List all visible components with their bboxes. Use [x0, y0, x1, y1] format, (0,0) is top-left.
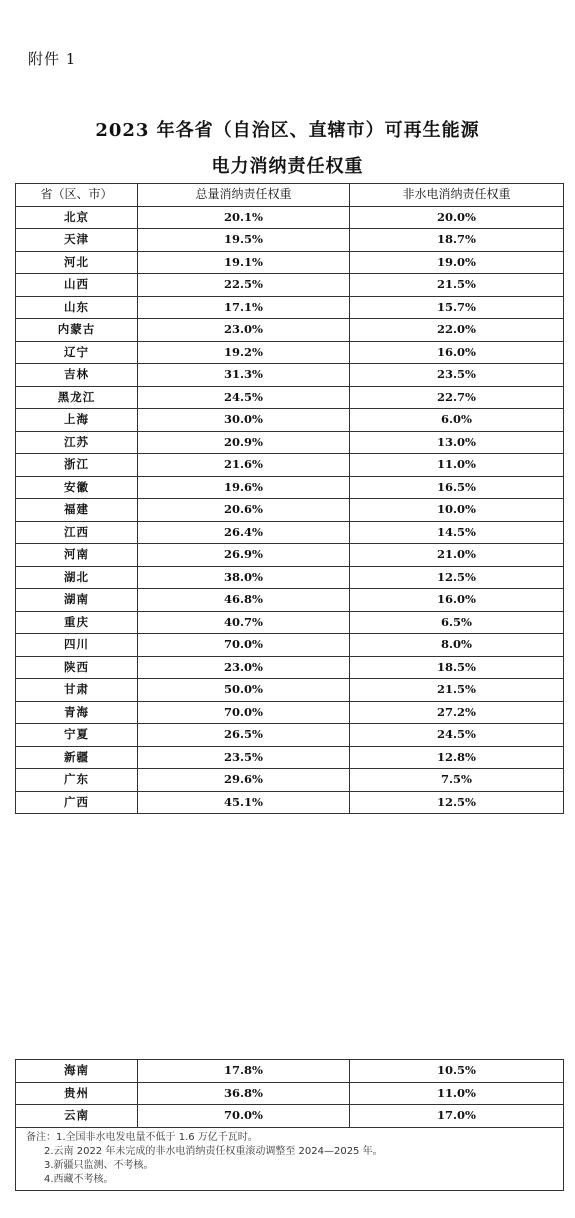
province-cell: 新疆 — [16, 746, 138, 769]
province-cell: 内蒙古 — [16, 319, 138, 342]
province-cell: 河南 — [16, 544, 138, 567]
note-line: 4.西藏不考核。 — [44, 1173, 114, 1185]
table-row — [16, 296, 564, 319]
province-cell: 天津 — [16, 229, 138, 252]
province-cell: 重庆 — [16, 611, 138, 634]
total-weight-cell: 19.5% — [138, 229, 350, 252]
notes-row — [16, 1127, 564, 1190]
non-hydro-weight-cell: 21.5% — [350, 679, 564, 702]
table-row — [16, 769, 564, 792]
non-hydro-weight-cell: 6.5% — [350, 611, 564, 634]
total-weight-cell: 36.8% — [138, 1082, 350, 1105]
non-hydro-weight-cell: 20.0% — [350, 206, 564, 229]
table-row — [16, 544, 564, 567]
province-cell: 吉林 — [16, 364, 138, 387]
header-province: 省（区、市） — [16, 184, 138, 207]
total-weight-cell: 22.5% — [138, 274, 350, 297]
total-weight-cell: 29.6% — [138, 769, 350, 792]
table-row — [16, 206, 564, 229]
table-row — [16, 454, 564, 477]
non-hydro-weight-cell: 24.5% — [350, 724, 564, 747]
non-hydro-weight-cell: 12.5% — [350, 566, 564, 589]
document-title-line-2: 电力消纳责任权重 — [211, 156, 364, 177]
table-row — [16, 476, 564, 499]
weights-table-bottom — [15, 1059, 564, 1191]
attachment-label: 附件 1 — [28, 50, 77, 68]
total-weight-cell: 19.2% — [138, 341, 350, 364]
header-total-weight: 总量消纳责任权重 — [138, 184, 350, 207]
non-hydro-weight-cell: 22.7% — [350, 386, 564, 409]
total-weight-cell: 26.4% — [138, 521, 350, 544]
province-cell: 贵州 — [16, 1082, 138, 1105]
note-line: 2.云南 2022 年未完成的非水电消纳责任权重滚动调整至 2024—2025 年。 — [44, 1145, 383, 1157]
total-weight-cell: 23.0% — [138, 319, 350, 342]
non-hydro-weight-cell: 12.5% — [350, 791, 564, 814]
non-hydro-weight-cell: 27.2% — [350, 701, 564, 724]
total-weight-cell: 38.0% — [138, 566, 350, 589]
note-line: 3.新疆只监测、不考核。 — [44, 1159, 154, 1171]
province-cell: 山东 — [16, 296, 138, 319]
table-row — [16, 724, 564, 747]
province-cell: 上海 — [16, 409, 138, 432]
non-hydro-weight-cell: 12.8% — [350, 746, 564, 769]
province-cell: 江苏 — [16, 431, 138, 454]
non-hydro-weight-cell: 14.5% — [350, 521, 564, 544]
total-weight-cell: 20.9% — [138, 431, 350, 454]
non-hydro-weight-cell: 16.0% — [350, 341, 564, 364]
province-cell: 黑龙江 — [16, 386, 138, 409]
province-cell: 辽宁 — [16, 341, 138, 364]
table-row — [16, 679, 564, 702]
header-non-hydro-weight: 非水电消纳责任权重 — [350, 184, 564, 207]
non-hydro-weight-cell: 8.0% — [350, 634, 564, 657]
total-weight-cell: 23.5% — [138, 746, 350, 769]
total-weight-cell: 30.0% — [138, 409, 350, 432]
province-cell: 北京 — [16, 206, 138, 229]
table-row — [16, 566, 564, 589]
province-cell: 安徽 — [16, 476, 138, 499]
table-header-row — [16, 184, 564, 207]
total-weight-cell: 31.3% — [138, 364, 350, 387]
table-row — [16, 274, 564, 297]
total-weight-cell: 50.0% — [138, 679, 350, 702]
table-row — [16, 791, 564, 814]
province-cell: 浙江 — [16, 454, 138, 477]
document-title-line-1: 2023 年各省（自治区、直辖市）可再生能源 — [95, 120, 480, 141]
non-hydro-weight-cell: 11.0% — [350, 454, 564, 477]
province-cell: 江西 — [16, 521, 138, 544]
weights-table-top — [15, 183, 564, 814]
non-hydro-weight-cell: 11.0% — [350, 1082, 564, 1105]
province-cell: 宁夏 — [16, 724, 138, 747]
total-weight-cell: 45.1% — [138, 791, 350, 814]
non-hydro-weight-cell: 16.0% — [350, 589, 564, 612]
total-weight-cell: 24.5% — [138, 386, 350, 409]
non-hydro-weight-cell: 16.5% — [350, 476, 564, 499]
total-weight-cell: 17.8% — [138, 1060, 350, 1083]
total-weight-cell: 70.0% — [138, 634, 350, 657]
province-cell: 青海 — [16, 701, 138, 724]
table-row — [16, 634, 564, 657]
table-row — [16, 341, 564, 364]
table-row — [16, 746, 564, 769]
table-row — [16, 701, 564, 724]
province-cell: 湖北 — [16, 566, 138, 589]
province-cell: 四川 — [16, 634, 138, 657]
province-cell: 广东 — [16, 769, 138, 792]
non-hydro-weight-cell: 18.7% — [350, 229, 564, 252]
table-row — [16, 589, 564, 612]
non-hydro-weight-cell: 22.0% — [350, 319, 564, 342]
total-weight-cell: 19.6% — [138, 476, 350, 499]
non-hydro-weight-cell: 10.5% — [350, 1060, 564, 1083]
non-hydro-weight-cell: 18.5% — [350, 656, 564, 679]
province-cell: 云南 — [16, 1105, 138, 1128]
table-row — [16, 229, 564, 252]
table-row — [16, 611, 564, 634]
table-row — [16, 1105, 564, 1128]
non-hydro-weight-cell: 6.0% — [350, 409, 564, 432]
table-row — [16, 499, 564, 522]
total-weight-cell: 26.5% — [138, 724, 350, 747]
non-hydro-weight-cell: 21.5% — [350, 274, 564, 297]
note-line: 备注：1.全国非水电发电量不低于 1.6 万亿千瓦时。 — [26, 1131, 258, 1143]
province-cell: 陕西 — [16, 656, 138, 679]
total-weight-cell: 19.1% — [138, 251, 350, 274]
province-cell: 福建 — [16, 499, 138, 522]
non-hydro-weight-cell: 21.0% — [350, 544, 564, 567]
total-weight-cell: 23.0% — [138, 656, 350, 679]
non-hydro-weight-cell: 13.0% — [350, 431, 564, 454]
total-weight-cell: 17.1% — [138, 296, 350, 319]
total-weight-cell: 20.6% — [138, 499, 350, 522]
table-row — [16, 251, 564, 274]
total-weight-cell: 21.6% — [138, 454, 350, 477]
table-row — [16, 521, 564, 544]
notes-cell — [16, 1127, 564, 1190]
province-cell: 河北 — [16, 251, 138, 274]
total-weight-cell: 46.8% — [138, 589, 350, 612]
province-cell: 湖南 — [16, 589, 138, 612]
table-row — [16, 1060, 564, 1083]
total-weight-cell: 26.9% — [138, 544, 350, 567]
province-cell: 广西 — [16, 791, 138, 814]
total-weight-cell: 70.0% — [138, 701, 350, 724]
table-row — [16, 364, 564, 387]
total-weight-cell: 40.7% — [138, 611, 350, 634]
non-hydro-weight-cell: 17.0% — [350, 1105, 564, 1128]
non-hydro-weight-cell: 7.5% — [350, 769, 564, 792]
province-cell: 山西 — [16, 274, 138, 297]
province-cell: 甘肃 — [16, 679, 138, 702]
table-row — [16, 656, 564, 679]
non-hydro-weight-cell: 10.0% — [350, 499, 564, 522]
non-hydro-weight-cell: 23.5% — [350, 364, 564, 387]
table-row — [16, 409, 564, 432]
table-row — [16, 386, 564, 409]
table-row — [16, 1082, 564, 1105]
province-cell: 海南 — [16, 1060, 138, 1083]
table-row — [16, 319, 564, 342]
table-row — [16, 431, 564, 454]
non-hydro-weight-cell: 19.0% — [350, 251, 564, 274]
total-weight-cell: 20.1% — [138, 206, 350, 229]
non-hydro-weight-cell: 15.7% — [350, 296, 564, 319]
total-weight-cell: 70.0% — [138, 1105, 350, 1128]
